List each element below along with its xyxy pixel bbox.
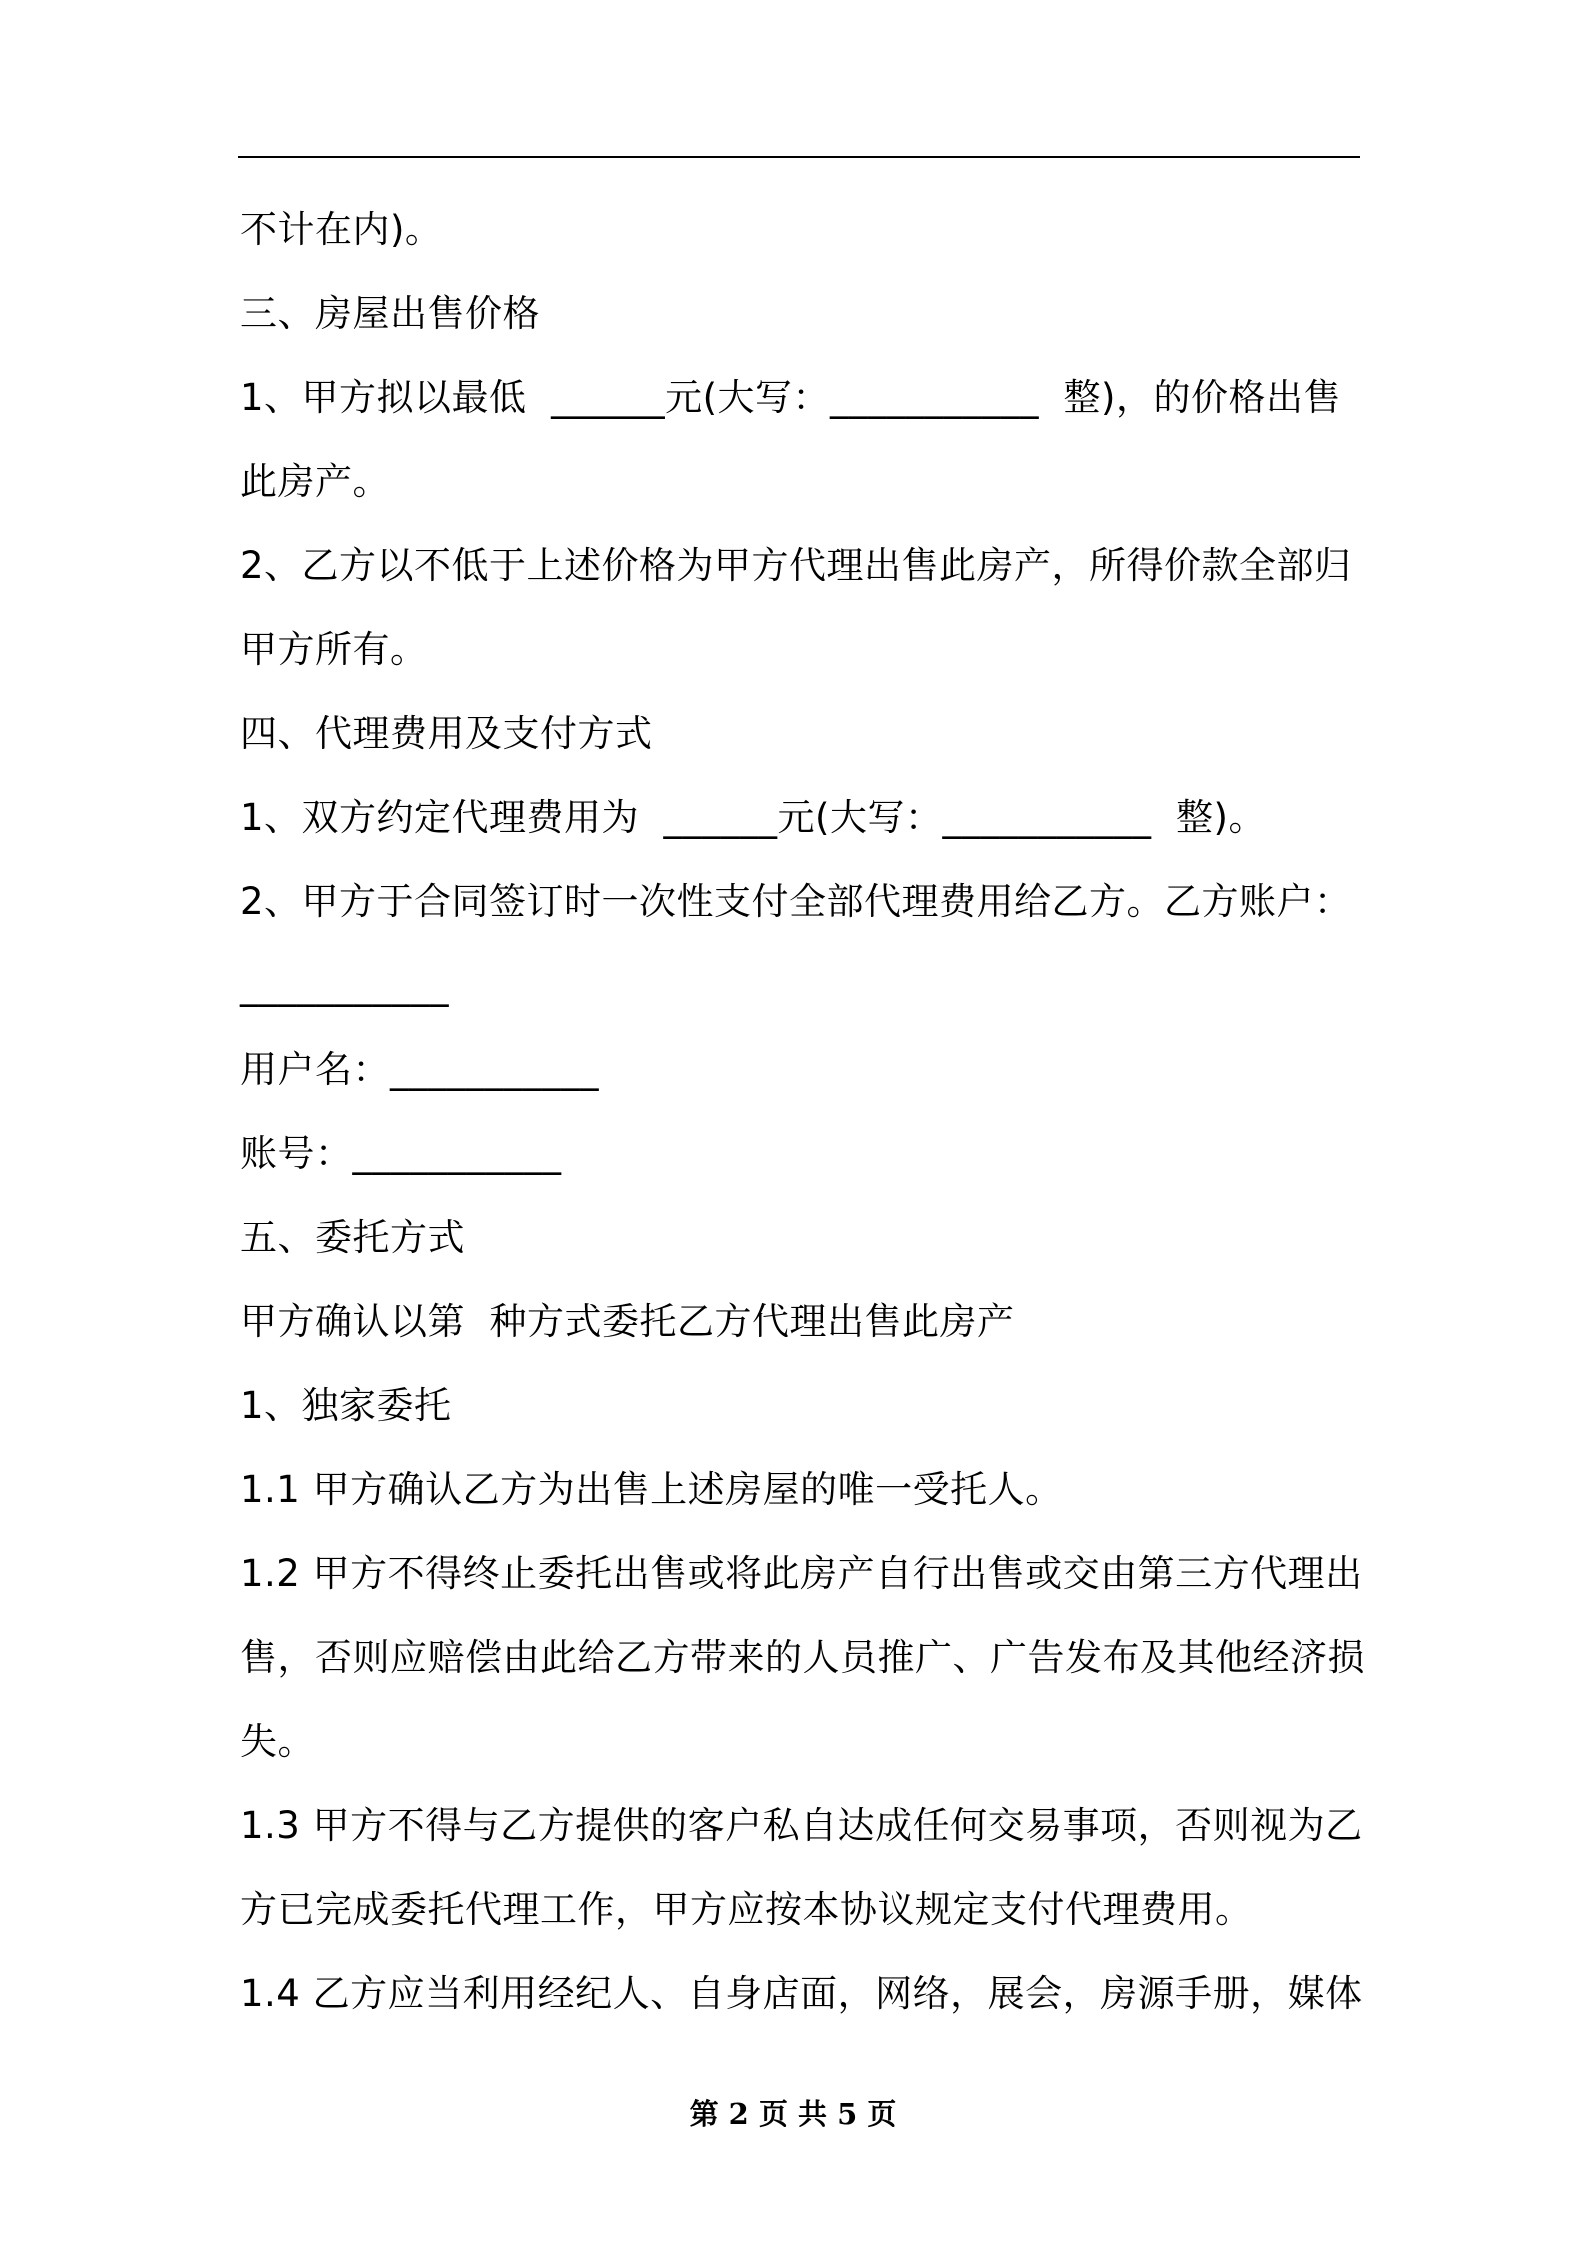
- section-heading: 五、委托方式: [240, 1216, 465, 1259]
- text-line: 1.2 甲方不得终止委托出售或将此房产自行出售或交由第三方代理出: [240, 1552, 1363, 1595]
- section-heading: 四、代理费用及支付方式: [240, 712, 653, 755]
- text-line: 1、双方约定代理费用为 ______元(大写：___________ 整)。: [240, 796, 1266, 839]
- header-rule: [238, 156, 1360, 158]
- text-line: 此房产。: [240, 460, 390, 503]
- text-line: 方已完成委托代理工作，甲方应按本协议规定支付代理费用。: [240, 1888, 1253, 1931]
- page-number: 第 2 页 共 5 页: [689, 2097, 897, 2131]
- account-blank: ___________: [240, 964, 449, 1007]
- text-line: 不计在内)。: [240, 208, 443, 251]
- document-body: [240, 188, 1365, 2036]
- text-line: 2、甲方于合同签订时一次性支付全部代理费用给乙方。乙方账户：: [240, 880, 1352, 923]
- account-number-field: 账号：___________: [240, 1132, 562, 1175]
- text-line: 1、甲方拟以最低 ______元(大写：___________ 整)，的价格出售: [240, 376, 1341, 419]
- section-heading: 三、房屋出售价格: [240, 292, 540, 335]
- text-line: 甲方确认以第 种方式委托乙方代理出售此房产: [240, 1300, 1015, 1343]
- text-line: 1、独家委托: [240, 1384, 452, 1427]
- username-field: 用户名：___________: [240, 1048, 599, 1091]
- text-line: 失。: [240, 1720, 315, 1763]
- text-line: 1.1 甲方确认乙方为出售上述房屋的唯一受托人。: [240, 1468, 1063, 1511]
- text-line: 1.3 甲方不得与乙方提供的客户私自达成任何交易事项，否则视为乙: [240, 1804, 1363, 1847]
- text-line: 2、乙方以不低于上述价格为甲方代理出售此房产，所得价款全部归: [240, 544, 1352, 587]
- text-line: 甲方所有。: [240, 628, 428, 671]
- text-line: 售，否则应赔偿由此给乙方带来的人员推广、广告发布及其他经济损: [240, 1636, 1365, 1679]
- text-line: 1.4 乙方应当利用经纪人、自身店面，网络，展会，房源手册，媒体: [240, 1972, 1363, 2015]
